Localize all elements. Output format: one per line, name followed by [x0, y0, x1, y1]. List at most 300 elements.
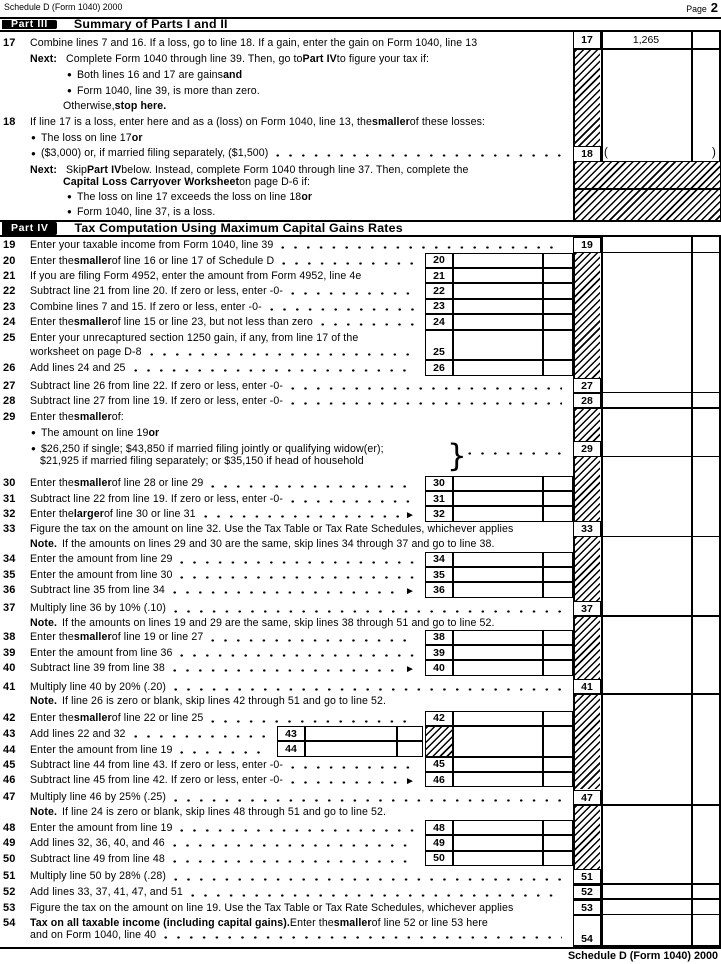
hatch-block	[575, 617, 601, 679]
dot-leaders	[291, 500, 414, 503]
box-23-number: 23	[425, 299, 453, 314]
text-segment: Multiply line 40 by 20% (.20)	[30, 680, 166, 693]
line-r27	[3, 379, 568, 393]
dot-leaders	[164, 936, 562, 939]
line-r39	[3, 646, 420, 660]
line-r28	[3, 394, 568, 408]
bullet-icon: ●	[67, 207, 72, 216]
line-number: 26	[3, 362, 16, 375]
open-amount-cell[interactable]	[453, 726, 543, 757]
box-34-amount[interactable]	[453, 552, 543, 567]
line-r45	[3, 758, 420, 772]
box-17-cents[interactable]	[691, 31, 721, 48]
text-segment: or	[301, 190, 313, 203]
box-50-amount[interactable]	[453, 851, 543, 866]
text-segment: Part IV	[302, 52, 337, 65]
box-35-cents[interactable]	[543, 567, 573, 582]
dot-leaders	[134, 369, 414, 372]
line-r29b1	[31, 426, 159, 440]
line-number: 28	[3, 395, 16, 407]
line-r24	[3, 315, 420, 329]
line-number: 22	[3, 285, 16, 298]
dot-leaders	[211, 639, 414, 642]
hatch-block	[575, 806, 601, 869]
line-r54b	[30, 928, 568, 942]
text-segment: Enter the	[30, 631, 74, 644]
arrow-right-icon: ►	[405, 585, 415, 597]
open-paren: (	[604, 147, 608, 160]
line-r49	[3, 836, 420, 850]
box-53-cents[interactable]	[691, 900, 721, 914]
box-39-cents[interactable]	[543, 645, 573, 660]
line-number: 17	[3, 36, 16, 49]
dot-leaders	[291, 292, 414, 295]
line-r21	[3, 269, 420, 283]
text-segment: If you are filing Form 4952, enter the amount from Form 4952, line 4e	[30, 269, 362, 282]
box-29-cents[interactable]	[691, 441, 721, 456]
dot-leaders	[211, 720, 414, 723]
page-number: 2	[710, 0, 718, 15]
page-word: Page	[686, 4, 707, 14]
text-segment: Enter the	[30, 712, 74, 725]
line-number: 32	[3, 508, 16, 521]
box-29-amount[interactable]	[601, 441, 691, 456]
text-segment: Figure the tax on the amount on line 19. Use the Tax Table or Tax Rate Schedules, whichever applies	[30, 901, 514, 914]
box-40-amount[interactable]	[453, 660, 543, 675]
box-40-number: 40	[425, 660, 453, 675]
hatch-block	[575, 253, 601, 378]
box-35-number: 35	[425, 567, 453, 582]
dot-leaders	[191, 894, 562, 897]
box-20-cents[interactable]	[543, 253, 573, 268]
box-52-cents[interactable]	[691, 885, 721, 899]
box-48-amount[interactable]	[453, 820, 543, 835]
line-number: 47	[3, 791, 16, 804]
line-r31	[3, 492, 420, 506]
line-r17	[3, 36, 565, 50]
line-r50	[3, 852, 420, 866]
box-38-amount[interactable]	[453, 630, 543, 645]
dot-leaders	[281, 246, 562, 249]
text-segment: Form 1040, line 37, is a loss.	[76, 205, 216, 218]
box-24-number: 24	[425, 314, 453, 329]
line-number: 49	[3, 837, 16, 850]
dot-leaders	[291, 766, 414, 769]
box-49-amount[interactable]	[453, 835, 543, 850]
text-segment: Enter the	[30, 254, 74, 267]
dot-leaders	[291, 387, 562, 390]
line-r33	[3, 522, 513, 536]
box-36-cents[interactable]	[543, 582, 573, 597]
text-segment: Multiply line 46 by 25% (.25)	[30, 791, 166, 804]
line-number: 27	[3, 379, 16, 392]
line-r53	[3, 901, 568, 915]
box-34-number: 34	[425, 552, 453, 567]
box-52-amount[interactable]	[601, 885, 691, 899]
part-iii-bar	[0, 17, 721, 32]
line-number: 30	[3, 477, 16, 490]
dot-leaders	[270, 308, 414, 311]
dot-leaders	[174, 610, 562, 613]
text-segment: Subtract line 21 from line 20. If zero or less, enter -0-	[30, 285, 283, 298]
text-segment: Enter the amount from line 36	[30, 646, 173, 659]
box-37-number: 37	[573, 601, 601, 617]
line-number: 24	[3, 316, 16, 329]
line-number: 46	[3, 774, 16, 786]
dot-leaders	[173, 591, 399, 594]
dot-leaders	[180, 576, 414, 579]
box-36-number: 36	[425, 582, 453, 597]
text-segment: Note.	[30, 617, 57, 629]
dot-leaders	[174, 878, 562, 881]
text-segment: of:	[111, 410, 124, 423]
line-number: 39	[3, 646, 16, 659]
line-number: 53	[3, 901, 16, 914]
part-iv-title: Tax Computation Using Maximum Capital Gains Rates	[74, 221, 403, 236]
bullet-icon: ●	[67, 86, 72, 95]
text-segment: below. Instead, complete Form 1040 through line 37. Then, complete the	[121, 163, 469, 176]
box-21-number: 21	[425, 268, 453, 283]
box-51-cents[interactable]	[691, 869, 721, 884]
text-segment: Enter your unrecaptured section 1250 gain, if any, from line 17 of the	[30, 331, 359, 344]
dot-leaders	[291, 781, 399, 784]
text-segment: The loss on line 17	[40, 131, 132, 144]
box-24-cents[interactable]	[543, 314, 573, 329]
text-segment: Multiply line 36 by 10% (.10)	[30, 602, 166, 615]
dot-leaders	[180, 654, 414, 657]
text-segment: Subtract line 22 from line 19. If zero or less, enter -0-	[30, 492, 283, 505]
text-segment: Enter your taxable income from Form 1040, line 39	[30, 239, 274, 251]
box-28-number: 28	[573, 393, 601, 408]
box-50-cents[interactable]	[543, 851, 573, 866]
text-segment: Combine lines 7 and 16. If a loss, go to line 18. If a gain, enter the gain on Form 1040, line 13	[30, 36, 478, 49]
box-29-number: 29	[573, 441, 601, 457]
text-segment: Subtract line 45 from line 42. If zero or less, enter -0-	[30, 774, 283, 786]
text-segment: Multiply line 50 by 28% (.28)	[30, 870, 166, 883]
text-segment: If the amounts on lines 19 and 29 are the same, skip lines 38 through 51 and go to line 52.	[61, 617, 495, 629]
box-18-cents[interactable]	[691, 146, 721, 161]
text-segment: or	[131, 131, 143, 144]
text-segment: of line 16 or line 17 of Schedule D	[111, 254, 275, 267]
box-26-cents[interactable]	[543, 360, 573, 375]
box-22-amount[interactable]	[453, 283, 543, 298]
part-iv-tab: Part IV	[2, 222, 57, 235]
text-segment: Enter the amount from line 30	[30, 568, 173, 581]
part-iii-tab: Part III	[2, 20, 57, 30]
box-38-number: 38	[425, 630, 453, 645]
text-segment: Subtract line 26 from line 22. If zero or less, enter -0-	[30, 379, 283, 392]
box-25-cents[interactable]	[543, 330, 573, 361]
box-54-amount[interactable]	[601, 915, 691, 945]
box-19-amount[interactable]	[601, 237, 691, 252]
text-segment: Subtract line 39 from line 38	[30, 662, 165, 675]
text-segment: Subtract line 44 from line 43. If zero or less, enter -0-	[30, 758, 283, 771]
line-n47	[30, 805, 386, 819]
box-25-amount[interactable]	[453, 330, 543, 361]
dot-leaders	[180, 829, 414, 832]
bullet-icon: ●	[67, 70, 72, 79]
text-segment: Note.	[30, 806, 57, 818]
line-r18n2	[63, 175, 310, 189]
box-31-amount[interactable]	[453, 491, 543, 506]
dot-leaders	[180, 751, 266, 754]
hatch-divider-rule	[573, 188, 721, 190]
line-number: 25	[3, 331, 16, 344]
box-52-number: 52	[573, 885, 601, 900]
text-segment: Add lines 24 and 25	[30, 362, 126, 375]
line-number: 50	[3, 852, 16, 865]
line-number: 42	[3, 712, 16, 725]
box-43-cents[interactable]	[397, 726, 423, 741]
hatch-block	[575, 695, 601, 790]
text-segment: to figure your tax if:	[336, 52, 430, 65]
text-segment: smaller	[73, 410, 112, 423]
text-segment: Complete Form 1040 through line 39. Then, go to	[66, 52, 303, 65]
text-segment: Add lines 22 and 32	[30, 728, 126, 740]
box-53-number: 53	[573, 900, 601, 915]
box-31-number: 31	[425, 491, 453, 506]
line-number: 41	[3, 680, 16, 693]
text-segment: The amount on line 19	[40, 426, 149, 439]
hatch-block	[425, 726, 453, 757]
box-40-cents[interactable]	[543, 660, 573, 675]
box-34-cents[interactable]	[543, 552, 573, 567]
line-r29b3	[40, 454, 364, 468]
text-segment: or	[148, 426, 160, 439]
box-22-cents[interactable]	[543, 283, 573, 298]
arrow-right-icon: ►	[405, 509, 415, 521]
line-r26	[3, 361, 420, 375]
line-r43	[3, 727, 272, 741]
dot-leaders	[282, 262, 414, 265]
line-r40	[3, 661, 420, 675]
box-49-cents[interactable]	[543, 835, 573, 850]
line-number: 18	[3, 115, 16, 128]
box-27-cents[interactable]	[691, 378, 721, 392]
line-r38	[3, 630, 420, 644]
open-cents-cell[interactable]	[543, 726, 573, 757]
line-r20	[3, 254, 420, 268]
box-30-cents[interactable]	[543, 476, 573, 491]
box-46-number: 46	[425, 772, 453, 787]
text-segment: of line 19 or line 27	[111, 631, 204, 644]
box-48-cents[interactable]	[543, 820, 573, 835]
box-20-amount[interactable]	[453, 253, 543, 268]
box-18-amount[interactable]	[601, 146, 691, 161]
box-22-number: 22	[425, 283, 453, 298]
box-33-cents[interactable]	[691, 521, 721, 536]
text-segment: smaller	[73, 477, 112, 490]
text-segment: $26,250 if single; $43,850 if married filing jointly or qualifying widow(er);	[40, 442, 384, 455]
dot-leaders	[321, 323, 414, 326]
line-r17o	[63, 99, 166, 113]
dot-leaders	[180, 561, 414, 564]
part-iv-bar	[0, 220, 721, 238]
box-21-cents[interactable]	[543, 268, 573, 283]
line-number: 38	[3, 631, 16, 644]
line-n37	[30, 616, 495, 630]
dot-leaders	[173, 860, 414, 863]
arrow-right-icon: ►	[405, 663, 415, 675]
line-number: 34	[3, 553, 16, 566]
box-26-amount[interactable]	[453, 360, 543, 375]
line-number: 40	[3, 662, 16, 675]
box-54-cents[interactable]	[691, 915, 721, 945]
text-segment: of line 52 or line 53 here	[371, 917, 488, 930]
box-49-number: 49	[425, 835, 453, 850]
text-segment: $21,925 if married filing separately; or $35,150 if head of household	[40, 454, 364, 467]
line-r34	[3, 552, 420, 566]
box-51-amount[interactable]	[601, 869, 691, 884]
line-r25b	[30, 345, 420, 359]
part-iii-title: Summary of Parts I and II	[73, 17, 228, 32]
text-segment: smaller	[73, 712, 112, 725]
hatch-block	[575, 409, 601, 441]
box-27-number: 27	[573, 378, 601, 393]
box-45-cents[interactable]	[543, 757, 573, 772]
box-19-cents[interactable]	[691, 237, 721, 252]
box-38-cents[interactable]	[543, 630, 573, 645]
box-46-amount[interactable]	[453, 772, 543, 787]
line-r52	[3, 885, 568, 899]
box-43-number: 43	[277, 726, 305, 741]
box-39-amount[interactable]	[453, 645, 543, 660]
line-number: 20	[3, 254, 16, 267]
box-25-number: 25	[425, 330, 453, 361]
curly-brace: }	[447, 438, 467, 474]
page-indicator	[686, 0, 718, 15]
text-segment: and on Form 1040, line 40	[30, 928, 157, 941]
box-39-number: 39	[425, 645, 453, 660]
text-segment: Part IV	[87, 163, 122, 176]
box-41-number: 41	[573, 679, 601, 695]
box-31-cents[interactable]	[543, 491, 573, 506]
box-44-cents[interactable]	[397, 741, 423, 756]
text-segment: of line 28 or line 29	[111, 477, 204, 490]
line-r18	[3, 115, 485, 129]
box-33-amount[interactable]	[601, 521, 691, 536]
line-r17b1	[67, 68, 242, 82]
text-segment: of line 15 or line 23, but not less than zero	[111, 316, 313, 329]
box-43-amount[interactable]	[305, 726, 397, 741]
text-segment: Add lines 32, 36, 40, and 46	[30, 837, 165, 850]
line-r23	[3, 300, 420, 314]
box-32-cents[interactable]	[543, 506, 573, 521]
box-51-number: 51	[573, 869, 601, 885]
box-23-amount[interactable]	[453, 299, 543, 314]
bottom-rule	[0, 947, 721, 950]
text-segment: smaller	[333, 917, 372, 930]
line-number: 52	[3, 886, 16, 899]
box-28-cents[interactable]	[691, 393, 721, 407]
text-segment: stop here.	[114, 99, 167, 112]
line-number: 44	[3, 743, 16, 756]
text-segment: Enter the	[289, 917, 334, 930]
text-segment: smaller	[73, 316, 112, 329]
box-45-amount[interactable]	[453, 757, 543, 772]
box-41-cents[interactable]	[691, 679, 721, 694]
line-r18b4	[67, 205, 215, 219]
form-id-footer: Schedule D (Form 1040) 2000	[567, 950, 718, 962]
bullet-icon: ●	[31, 444, 36, 453]
box-42-amount[interactable]	[453, 711, 543, 726]
line-r46	[3, 773, 420, 787]
box-36-amount[interactable]	[453, 582, 543, 597]
box-37-amount[interactable]	[601, 601, 691, 616]
line-r41	[3, 680, 568, 694]
box-26-number: 26	[425, 360, 453, 375]
box-50-number: 50	[425, 851, 453, 866]
box-37-cents[interactable]	[691, 601, 721, 616]
dot-leaders	[150, 353, 414, 356]
hatch-block	[575, 50, 601, 146]
box-42-number: 42	[425, 711, 453, 726]
box-46-cents[interactable]	[543, 772, 573, 787]
box-19-number: 19	[573, 237, 601, 253]
line-number: 21	[3, 269, 16, 282]
box-30-number: 30	[425, 476, 453, 491]
text-segment: of line 22 or line 25	[111, 712, 204, 725]
line-r48	[3, 821, 420, 835]
box-21-amount[interactable]	[453, 268, 543, 283]
text-segment: smaller	[73, 254, 112, 267]
box-32-amount[interactable]	[453, 506, 543, 521]
line-r18b2	[31, 146, 568, 160]
box-28-amount[interactable]	[601, 393, 691, 407]
box-47-cents[interactable]	[691, 790, 721, 805]
hatch-block	[575, 537, 601, 601]
form-id-header: Schedule D (Form 1040) 2000	[4, 2, 123, 12]
text-segment: Enter the	[30, 316, 74, 329]
box-27-amount[interactable]	[601, 378, 691, 392]
line-r30	[3, 476, 420, 490]
box-53-amount[interactable]	[601, 900, 691, 914]
line-r47	[3, 790, 568, 804]
box-42-cents[interactable]	[543, 711, 573, 726]
text-segment: Subtract line 49 from line 48	[30, 852, 165, 865]
text-segment: Enter the amount from line 19	[30, 821, 173, 834]
box-41-amount[interactable]	[601, 679, 691, 694]
box-24-amount[interactable]	[453, 314, 543, 329]
bullet-icon: ●	[31, 428, 36, 437]
line-number: 43	[3, 728, 16, 740]
box-20-number: 20	[425, 253, 453, 268]
line-n41	[30, 694, 386, 708]
box-47-amount[interactable]	[601, 790, 691, 805]
line-r42	[3, 711, 420, 725]
box-35-amount[interactable]	[453, 567, 543, 582]
box-44-number: 44	[277, 741, 305, 756]
text-segment: of these losses:	[409, 115, 486, 128]
dot-leaders	[174, 799, 562, 802]
line-number: 33	[3, 523, 16, 535]
text-segment: If line 24 is zero or blank, skip lines 48 through 51 and go to line 52.	[61, 806, 387, 818]
box-33-number: 33	[573, 521, 601, 537]
box-44-amount[interactable]	[305, 741, 397, 756]
line-number: 23	[3, 300, 16, 313]
text-segment: The loss on line 17 exceeds the loss on line 18	[76, 190, 302, 203]
line-number: 54	[3, 917, 16, 930]
text-segment: Enter the amount from line 19	[30, 743, 173, 756]
line-r18b1	[31, 131, 143, 145]
text-segment: Next:	[30, 52, 57, 65]
box-32-number: 32	[425, 506, 453, 521]
text-segment: worksheet on page D-8	[30, 345, 142, 358]
box-23-cents[interactable]	[543, 299, 573, 314]
dot-leaders	[276, 154, 562, 157]
box-30-amount[interactable]	[453, 476, 543, 491]
text-segment: Subtract line 35 from line 34	[30, 584, 165, 597]
